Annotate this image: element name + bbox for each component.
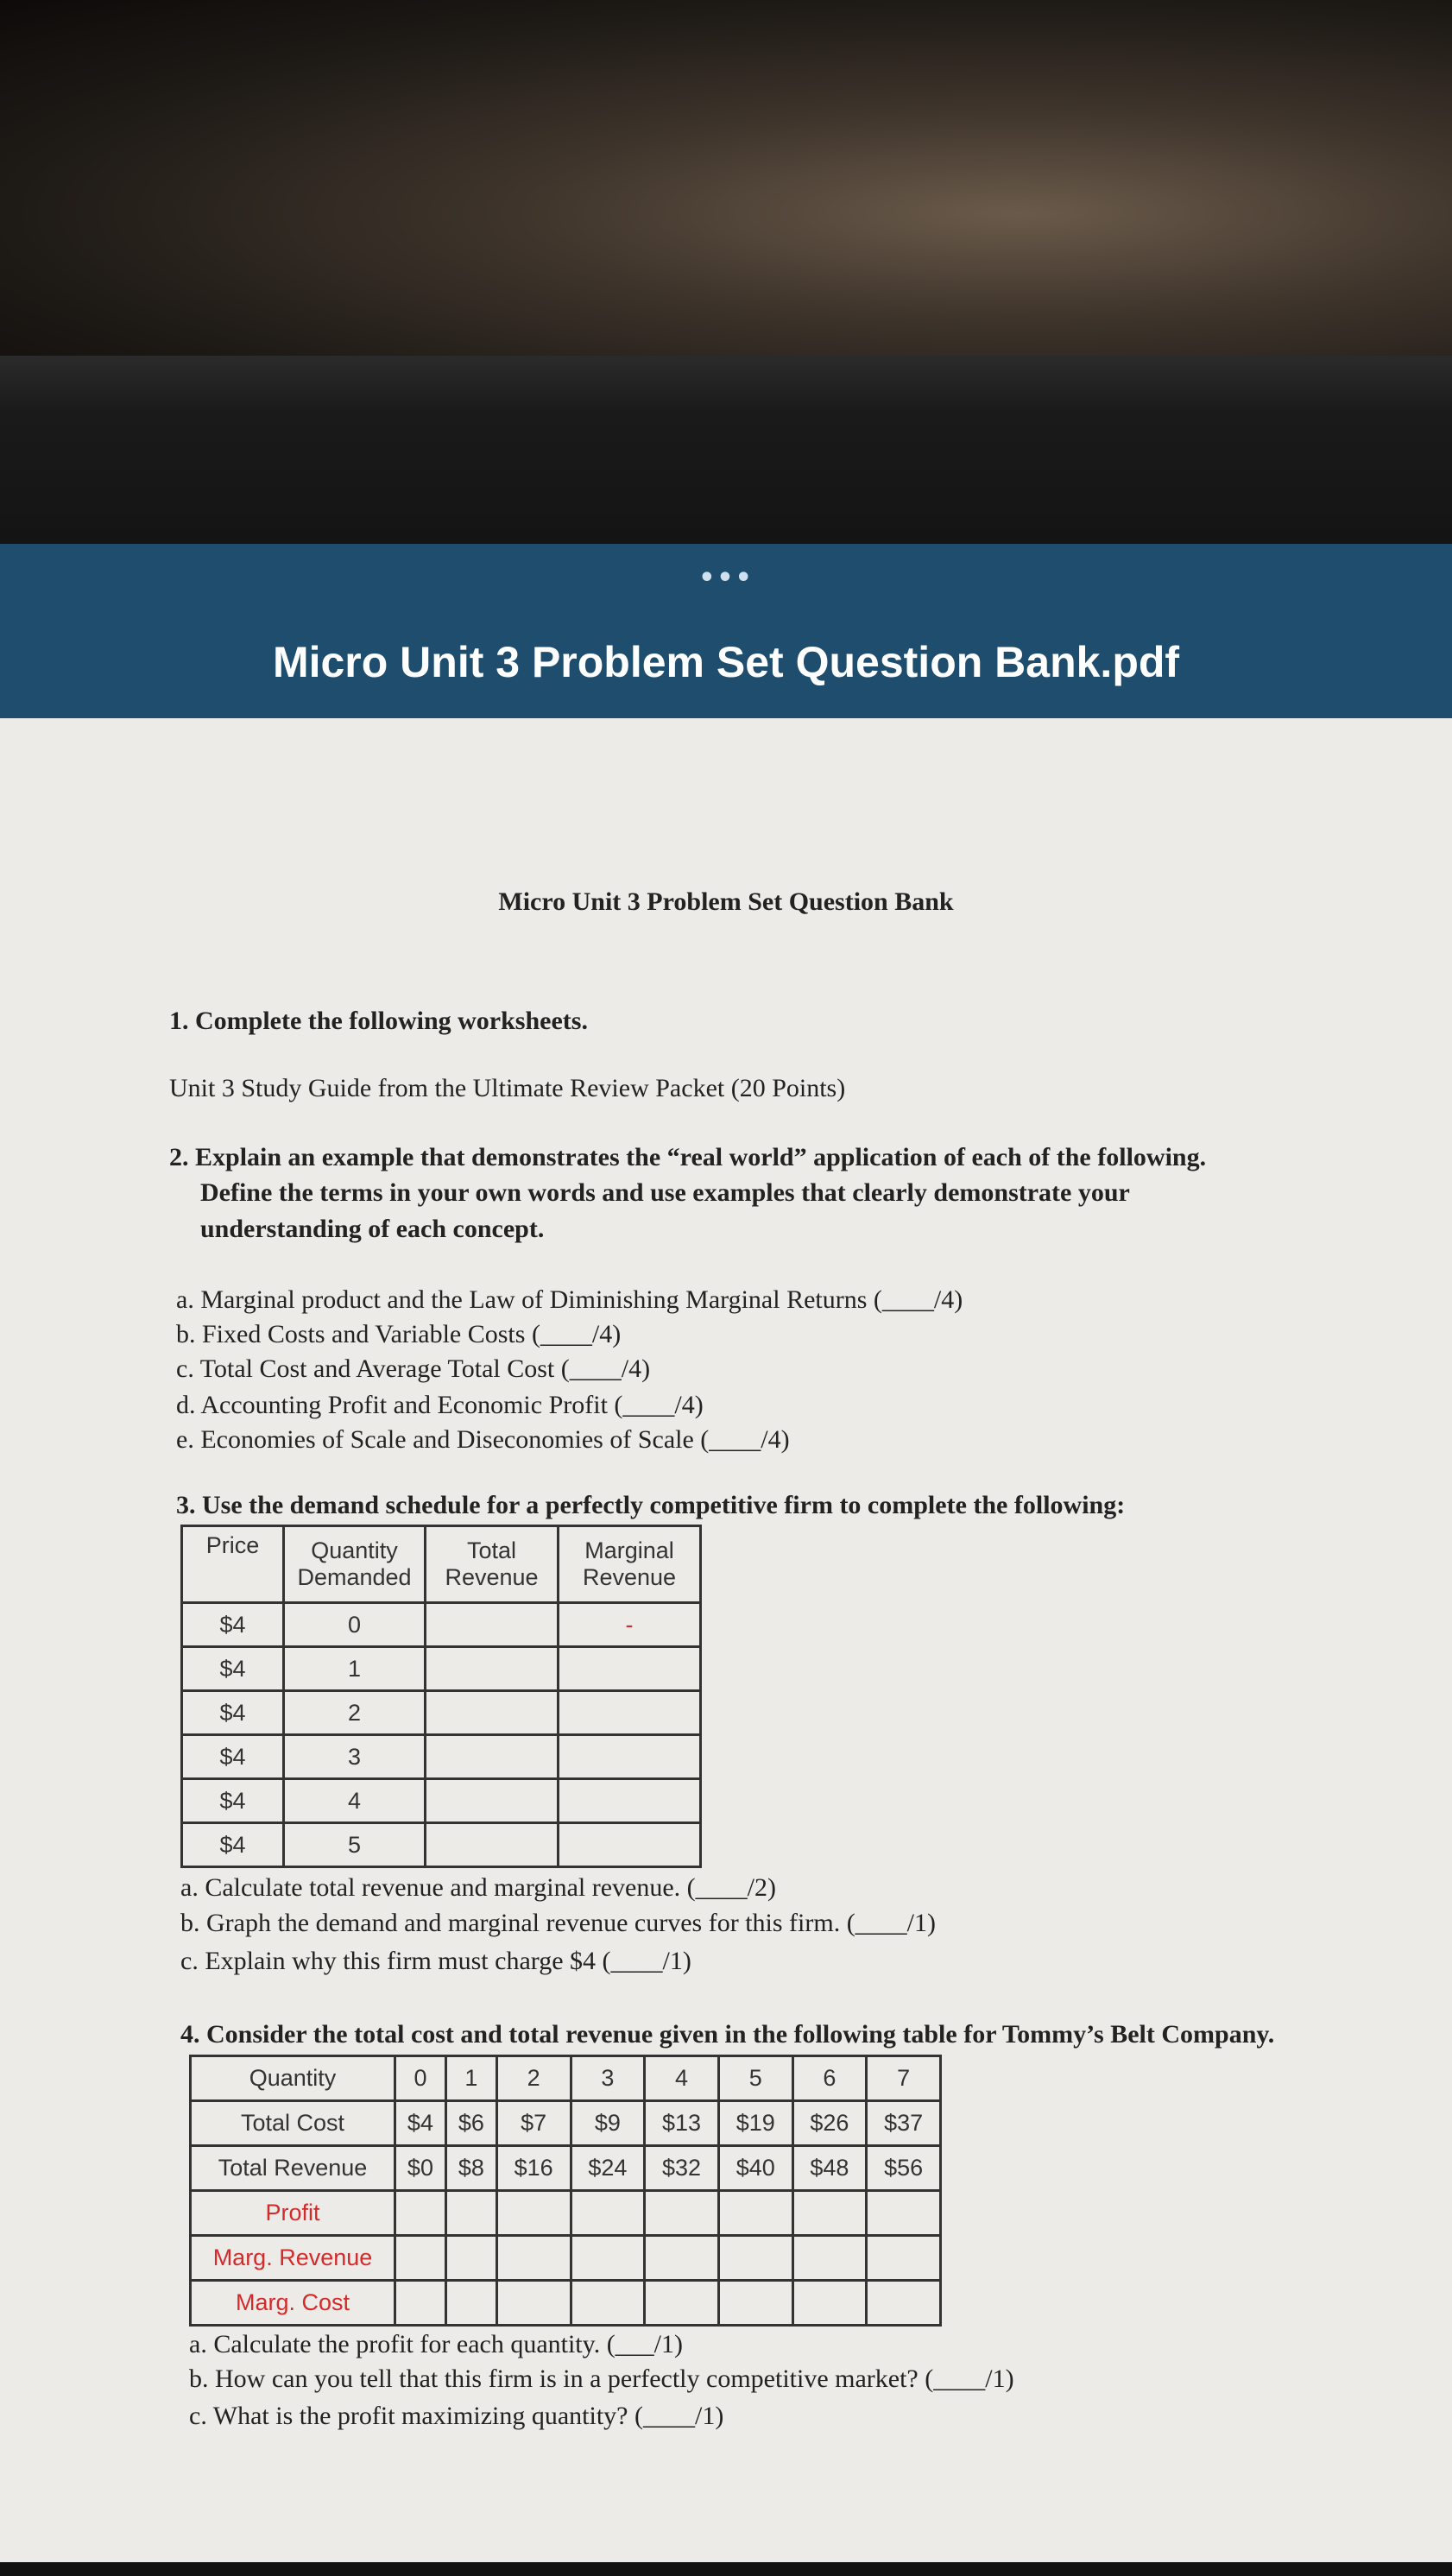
header-text: Revenue: [445, 1564, 539, 1590]
price-cell: $4: [182, 1823, 284, 1867]
total-revenue-cell[interactable]: [426, 1647, 559, 1691]
value-cell[interactable]: [496, 2191, 571, 2236]
quantity-cell: 4: [284, 1779, 426, 1823]
marginal-revenue-cell[interactable]: [559, 1647, 701, 1691]
value-cell: $4: [395, 2101, 446, 2146]
value-cell: $48: [792, 2146, 867, 2191]
value-cell[interactable]: [645, 2236, 719, 2281]
value-cell[interactable]: [571, 2191, 645, 2236]
screen-bezel: [0, 356, 1452, 544]
value-cell: $7: [496, 2101, 571, 2146]
table-row: [182, 1735, 701, 1779]
value-cell[interactable]: [867, 2191, 941, 2236]
value-cell: $16: [496, 2146, 571, 2191]
marginal-revenue-cell[interactable]: [559, 1735, 701, 1779]
marginal-revenue-cell[interactable]: -: [559, 1603, 701, 1647]
question-4-item: c. What is the profit maximizing quantity? (____/1): [189, 2402, 724, 2430]
background-photo: [0, 0, 1452, 356]
value-cell: 7: [867, 2056, 941, 2101]
header-marginal-revenue: [559, 1526, 701, 1603]
header-price: [182, 1526, 284, 1603]
value-cell: 2: [496, 2056, 571, 2101]
value-cell: $8: [445, 2146, 496, 2191]
marginal-revenue-cell[interactable]: [559, 1823, 701, 1867]
value-cell: 5: [718, 2056, 792, 2101]
total-revenue-cell[interactable]: [426, 1823, 559, 1867]
price-cell: $4: [182, 1779, 284, 1823]
question-2-item: b. Fixed Costs and Variable Costs (____/4): [176, 1320, 622, 1348]
question-2-item: d. Accounting Profit and Economic Profit (____/4): [176, 1391, 704, 1419]
question-4-item: a. Calculate the profit for each quantity. (___/1): [189, 2330, 684, 2358]
header-text: Marginal: [584, 1537, 674, 1563]
value-cell[interactable]: [718, 2281, 792, 2326]
total-revenue-cell[interactable]: [426, 1691, 559, 1735]
question-2-item: e. Economies of Scale and Diseconomies of Scale (____/4): [176, 1425, 790, 1454]
table-row: [182, 1603, 701, 1647]
value-cell[interactable]: [496, 2281, 571, 2326]
question-2-item: a. Marginal product and the Law of Diminishing Marginal Returns (____/4): [176, 1285, 963, 1314]
question-2-line: understanding of each concept.: [200, 1215, 545, 1243]
more-options-icon[interactable]: •••: [698, 563, 754, 593]
table-row: [191, 2056, 941, 2101]
row-label: Total Cost: [191, 2101, 395, 2146]
value-cell[interactable]: [445, 2281, 496, 2326]
total-revenue-cell[interactable]: [426, 1735, 559, 1779]
value-cell[interactable]: [718, 2191, 792, 2236]
total-revenue-cell[interactable]: [426, 1779, 559, 1823]
value-cell: $37: [867, 2101, 941, 2146]
price-cell: $4: [182, 1647, 284, 1691]
value-cell: $26: [792, 2101, 867, 2146]
value-cell[interactable]: [395, 2236, 446, 2281]
header-text: Quantity: [311, 1537, 398, 1563]
header-text: Revenue: [582, 1564, 677, 1590]
document-title-bar: Micro Unit 3 Problem Set Question Bank.pdf: [272, 638, 1180, 686]
value-cell: $9: [571, 2101, 645, 2146]
question-4-item: b. How can you tell that this firm is in a perfectly competitive market? (____/1): [189, 2364, 1014, 2393]
total-revenue-cell[interactable]: [426, 1603, 559, 1647]
value-cell: $32: [645, 2146, 719, 2191]
question-3: 3. Use the demand schedule for a perfectly competitive firm to complete the following:: [176, 1491, 1126, 1519]
question-2-line: Define the terms in your own words and use examples that clearly demonstrate your: [200, 1178, 1130, 1207]
value-cell: 4: [645, 2056, 719, 2101]
cost-revenue-table: [189, 2055, 942, 2327]
quantity-cell: 5: [284, 1823, 426, 1867]
price-cell: $4: [182, 1735, 284, 1779]
table-row: [182, 1823, 701, 1867]
marginal-revenue-cell[interactable]: [559, 1691, 701, 1735]
demand-schedule-table: [180, 1525, 702, 1868]
row-label: Quantity: [191, 2056, 395, 2101]
row-label: Total Revenue: [191, 2146, 395, 2191]
quantity-cell: 1: [284, 1647, 426, 1691]
quantity-cell: 2: [284, 1691, 426, 1735]
table-row: [191, 2146, 941, 2191]
value-cell[interactable]: [792, 2191, 867, 2236]
value-cell: $40: [718, 2146, 792, 2191]
page-title: Micro Unit 3 Problem Set Question Bank: [498, 887, 954, 916]
table-row: [191, 2191, 941, 2236]
table-row: [182, 1647, 701, 1691]
header-quantity: [284, 1526, 426, 1603]
value-cell[interactable]: [867, 2281, 941, 2326]
question-1-detail: Unit 3 Study Guide from the Ultimate Review Packet (20 Points): [169, 1074, 846, 1102]
value-cell: $56: [867, 2146, 941, 2191]
pdf-page: [0, 718, 1452, 2562]
value-cell[interactable]: [395, 2281, 446, 2326]
header-text: Price: [205, 1532, 260, 1558]
question-3-item: b. Graph the demand and marginal revenue curves for this firm. (____/1): [180, 1909, 937, 1937]
table-row: [182, 1779, 701, 1823]
value-cell: 6: [792, 2056, 867, 2101]
marginal-revenue-cell[interactable]: [559, 1779, 701, 1823]
header-text: Demanded: [297, 1564, 412, 1590]
value-cell[interactable]: [792, 2281, 867, 2326]
value-cell: $0: [395, 2146, 446, 2191]
question-3-item: a. Calculate total revenue and marginal revenue. (____/2): [180, 1873, 776, 1902]
question-1: 1. Complete the following worksheets.: [169, 1007, 588, 1035]
value-cell[interactable]: [867, 2236, 941, 2281]
row-label: Marg. Revenue: [191, 2236, 395, 2281]
quantity-cell: 0: [284, 1603, 426, 1647]
value-cell[interactable]: [645, 2191, 719, 2236]
question-2-line: 2. Explain an example that demonstrates the “real world” application of each of the following.: [169, 1143, 1207, 1171]
value-cell: $13: [645, 2101, 719, 2146]
table-header-row: [182, 1526, 701, 1603]
value-cell[interactable]: [445, 2191, 496, 2236]
value-cell[interactable]: [445, 2236, 496, 2281]
header-total-revenue: [426, 1526, 559, 1603]
quantity-cell: 3: [284, 1735, 426, 1779]
value-cell[interactable]: [645, 2281, 719, 2326]
value-cell[interactable]: [496, 2236, 571, 2281]
row-label: Marg. Cost: [191, 2281, 395, 2326]
price-cell: $4: [182, 1691, 284, 1735]
question-3-item: c. Explain why this firm must charge $4 (____/1): [180, 1947, 691, 1975]
row-label: Profit: [191, 2191, 395, 2236]
value-cell: 3: [571, 2056, 645, 2101]
header-text: Total: [466, 1537, 517, 1563]
table-row: [191, 2281, 941, 2326]
table-row: [191, 2236, 941, 2281]
question-4: 4. Consider the total cost and total revenue given in the following table for Tommy’s Belt Company.: [180, 2020, 1275, 2049]
value-cell[interactable]: [792, 2236, 867, 2281]
price-cell: $4: [182, 1603, 284, 1647]
table-row: [182, 1691, 701, 1735]
value-cell: $24: [571, 2146, 645, 2191]
value-cell: 1: [445, 2056, 496, 2101]
value-cell[interactable]: [571, 2281, 645, 2326]
value-cell[interactable]: [571, 2236, 645, 2281]
value-cell: $19: [718, 2101, 792, 2146]
question-2-item: c. Total Cost and Average Total Cost (____/4): [176, 1354, 651, 1383]
value-cell[interactable]: [718, 2236, 792, 2281]
value-cell[interactable]: [395, 2191, 446, 2236]
table-row: [191, 2101, 941, 2146]
value-cell: 0: [395, 2056, 446, 2101]
value-cell: $6: [445, 2101, 496, 2146]
